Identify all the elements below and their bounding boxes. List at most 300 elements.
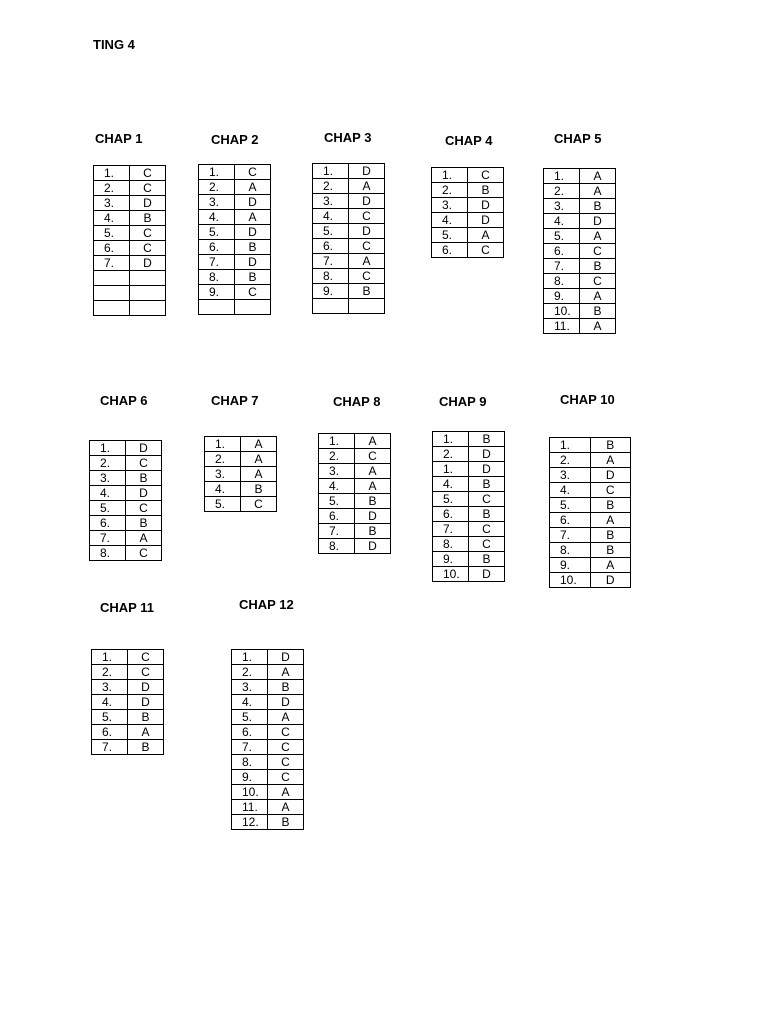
question-number: 5. bbox=[544, 229, 580, 244]
question-number: 8. bbox=[550, 543, 591, 558]
question-number: 3. bbox=[92, 680, 128, 695]
answer-letter: C bbox=[469, 492, 505, 507]
answer-row bbox=[544, 199, 616, 214]
question-number: 4. bbox=[232, 695, 268, 710]
answer-row bbox=[199, 180, 271, 195]
answer-table-chapter-1 bbox=[93, 165, 166, 316]
question-number: 1. bbox=[319, 434, 355, 449]
answer-letter: D bbox=[126, 441, 162, 456]
question-number: 9. bbox=[232, 770, 268, 785]
answer-letter: C bbox=[580, 274, 616, 289]
answer-letter: D bbox=[468, 198, 504, 213]
answer-row bbox=[319, 494, 391, 509]
answer-row bbox=[550, 468, 631, 483]
answer-row bbox=[433, 507, 505, 522]
answer-row bbox=[232, 740, 304, 755]
question-number: 4. bbox=[544, 214, 580, 229]
answer-row bbox=[199, 210, 271, 225]
answer-letter: B bbox=[235, 240, 271, 255]
question-number: 6. bbox=[550, 513, 591, 528]
question-number: 3. bbox=[550, 468, 591, 483]
answer-row bbox=[92, 725, 164, 740]
question-number: 4. bbox=[90, 486, 126, 501]
question-number: 3. bbox=[94, 196, 130, 211]
question-number: 7. bbox=[433, 522, 469, 537]
answer-row bbox=[544, 304, 616, 319]
question-number: 1. bbox=[94, 166, 130, 181]
question-number: 5. bbox=[433, 492, 469, 507]
chapter-8-title: CHAP 8 bbox=[333, 394, 381, 409]
answer-row bbox=[205, 467, 277, 482]
answer-letter: C bbox=[235, 285, 271, 300]
answer-row bbox=[205, 437, 277, 452]
question-number: 3. bbox=[544, 199, 580, 214]
question-number: 4. bbox=[433, 477, 469, 492]
answer-row bbox=[94, 226, 166, 241]
question-number: 11. bbox=[544, 319, 580, 334]
answer-row bbox=[432, 198, 504, 213]
question-number bbox=[94, 301, 130, 316]
answer-row bbox=[319, 539, 391, 554]
answer-row bbox=[550, 543, 631, 558]
answer-row bbox=[90, 501, 162, 516]
question-number: 7. bbox=[319, 524, 355, 539]
answer-letter: D bbox=[130, 256, 166, 271]
question-number: 6. bbox=[544, 244, 580, 259]
question-number: 7. bbox=[90, 531, 126, 546]
answer-row bbox=[94, 181, 166, 196]
answer-letter: A bbox=[349, 254, 385, 269]
question-number: 6. bbox=[199, 240, 235, 255]
answer-row bbox=[232, 785, 304, 800]
question-number: 2. bbox=[432, 183, 468, 198]
answer-row bbox=[232, 755, 304, 770]
answer-letter: A bbox=[268, 785, 304, 800]
answer-row bbox=[313, 179, 385, 194]
answer-row bbox=[544, 184, 616, 199]
answer-letter: C bbox=[130, 241, 166, 256]
answer-letter: D bbox=[128, 680, 164, 695]
answer-table-chapter-9 bbox=[432, 431, 505, 582]
answer-letter: A bbox=[235, 180, 271, 195]
answer-letter: C bbox=[130, 226, 166, 241]
chapter-5-title: CHAP 5 bbox=[554, 131, 602, 146]
answer-row bbox=[90, 456, 162, 471]
answer-row bbox=[544, 229, 616, 244]
answer-row bbox=[92, 710, 164, 725]
answer-row bbox=[94, 271, 166, 286]
answer-row bbox=[319, 464, 391, 479]
question-number: 5. bbox=[432, 228, 468, 243]
answer-row bbox=[432, 213, 504, 228]
question-number: 6. bbox=[92, 725, 128, 740]
answer-row bbox=[232, 695, 304, 710]
question-number: 3. bbox=[432, 198, 468, 213]
answer-row bbox=[92, 680, 164, 695]
question-number bbox=[313, 299, 349, 314]
question-number: 6. bbox=[90, 516, 126, 531]
answer-row bbox=[232, 800, 304, 815]
answer-row bbox=[232, 680, 304, 695]
answer-letter: C bbox=[469, 522, 505, 537]
answer-row bbox=[205, 482, 277, 497]
answer-letter: D bbox=[268, 650, 304, 665]
page-title: TING 4 bbox=[93, 37, 135, 52]
answer-row bbox=[232, 710, 304, 725]
answer-letter: A bbox=[126, 531, 162, 546]
answer-letter: A bbox=[268, 800, 304, 815]
answer-table-chapter-5 bbox=[543, 168, 616, 334]
answer-row bbox=[313, 269, 385, 284]
answer-letter: B bbox=[469, 432, 505, 447]
answer-letter: C bbox=[268, 770, 304, 785]
answer-table-chapter-2 bbox=[198, 164, 271, 315]
answer-table-chapter-4 bbox=[431, 167, 504, 258]
answer-row bbox=[92, 695, 164, 710]
question-number: 2. bbox=[319, 449, 355, 464]
question-number: 7. bbox=[92, 740, 128, 755]
answer-letter: C bbox=[268, 725, 304, 740]
question-number: 6. bbox=[319, 509, 355, 524]
answer-letter: A bbox=[268, 665, 304, 680]
answer-letter: B bbox=[590, 498, 631, 513]
answer-row bbox=[432, 168, 504, 183]
answer-letter: B bbox=[126, 516, 162, 531]
question-number: 8. bbox=[199, 270, 235, 285]
answer-row bbox=[433, 537, 505, 552]
answer-letter: C bbox=[268, 755, 304, 770]
answer-letter bbox=[235, 300, 271, 315]
chapter-7-title: CHAP 7 bbox=[211, 393, 259, 408]
question-number: 8. bbox=[313, 269, 349, 284]
answer-row bbox=[232, 770, 304, 785]
question-number: 7. bbox=[544, 259, 580, 274]
answer-table-chapter-3 bbox=[312, 163, 385, 314]
answer-row bbox=[544, 214, 616, 229]
answer-row bbox=[550, 498, 631, 513]
answer-letter: A bbox=[590, 558, 631, 573]
answer-letter: B bbox=[580, 199, 616, 214]
answer-row bbox=[92, 665, 164, 680]
answer-row bbox=[319, 449, 391, 464]
answer-row bbox=[433, 567, 505, 582]
answer-row bbox=[550, 558, 631, 573]
answer-row bbox=[90, 516, 162, 531]
question-number: 3. bbox=[313, 194, 349, 209]
answer-letter: C bbox=[349, 239, 385, 254]
answer-letter: A bbox=[580, 184, 616, 199]
answer-letter: D bbox=[580, 214, 616, 229]
question-number: 7. bbox=[94, 256, 130, 271]
answer-letter: A bbox=[235, 210, 271, 225]
answer-letter: B bbox=[241, 482, 277, 497]
question-number: 2. bbox=[544, 184, 580, 199]
question-number: 5. bbox=[232, 710, 268, 725]
question-number: 6. bbox=[313, 239, 349, 254]
question-number: 7. bbox=[550, 528, 591, 543]
question-number: 2. bbox=[550, 453, 591, 468]
question-number: 8. bbox=[544, 274, 580, 289]
answer-row bbox=[199, 285, 271, 300]
answer-letter: B bbox=[469, 477, 505, 492]
answer-row bbox=[544, 274, 616, 289]
question-number: 3. bbox=[205, 467, 241, 482]
answer-row bbox=[199, 270, 271, 285]
question-number: 1. bbox=[433, 462, 469, 477]
answer-row bbox=[319, 479, 391, 494]
question-number: 5. bbox=[313, 224, 349, 239]
answer-letter: B bbox=[355, 524, 391, 539]
answer-row bbox=[232, 815, 304, 830]
answer-letter: C bbox=[126, 546, 162, 561]
answer-letter bbox=[130, 301, 166, 316]
question-number: 5. bbox=[205, 497, 241, 512]
question-number: 4. bbox=[550, 483, 591, 498]
answer-letter: B bbox=[590, 528, 631, 543]
answer-row bbox=[544, 259, 616, 274]
answer-letter: C bbox=[130, 181, 166, 196]
answer-row bbox=[544, 169, 616, 184]
question-number: 10. bbox=[544, 304, 580, 319]
question-number: 2. bbox=[433, 447, 469, 462]
answer-letter: D bbox=[126, 486, 162, 501]
answer-row bbox=[90, 531, 162, 546]
answer-row bbox=[550, 483, 631, 498]
question-number: 6. bbox=[232, 725, 268, 740]
answer-row bbox=[550, 438, 631, 453]
question-number: 2. bbox=[94, 181, 130, 196]
answer-row bbox=[319, 524, 391, 539]
answer-letter: B bbox=[128, 740, 164, 755]
question-number: 2. bbox=[199, 180, 235, 195]
question-number: 5. bbox=[94, 226, 130, 241]
question-number: 1. bbox=[232, 650, 268, 665]
answer-letter bbox=[130, 286, 166, 301]
chapter-1-title: CHAP 1 bbox=[95, 131, 143, 146]
answer-letter: D bbox=[469, 567, 505, 582]
answer-row bbox=[432, 228, 504, 243]
answer-letter: A bbox=[268, 710, 304, 725]
answer-letter: D bbox=[235, 255, 271, 270]
answer-letter: C bbox=[235, 165, 271, 180]
question-number: 5. bbox=[550, 498, 591, 513]
question-number: 10. bbox=[433, 567, 469, 582]
answer-row bbox=[232, 725, 304, 740]
question-number: 4. bbox=[94, 211, 130, 226]
answer-row bbox=[550, 528, 631, 543]
question-number: 2. bbox=[313, 179, 349, 194]
answer-letter: C bbox=[469, 537, 505, 552]
question-number: 2. bbox=[232, 665, 268, 680]
answer-letter: C bbox=[590, 483, 631, 498]
question-number: 1. bbox=[92, 650, 128, 665]
question-number: 4. bbox=[313, 209, 349, 224]
question-number: 8. bbox=[433, 537, 469, 552]
answer-letter: D bbox=[469, 462, 505, 477]
answer-letter: A bbox=[580, 289, 616, 304]
answer-letter: C bbox=[468, 243, 504, 258]
question-number: 3. bbox=[199, 195, 235, 210]
answer-row bbox=[232, 650, 304, 665]
chapter-10-title: CHAP 10 bbox=[560, 392, 615, 407]
answer-row bbox=[433, 462, 505, 477]
answer-row bbox=[544, 244, 616, 259]
answer-row bbox=[313, 224, 385, 239]
answer-row bbox=[313, 299, 385, 314]
question-number: 7. bbox=[199, 255, 235, 270]
question-number: 7. bbox=[313, 254, 349, 269]
answer-letter: D bbox=[268, 695, 304, 710]
answer-letter: B bbox=[469, 552, 505, 567]
question-number: 1. bbox=[313, 164, 349, 179]
answer-letter: B bbox=[590, 438, 631, 453]
answer-row bbox=[432, 243, 504, 258]
answer-letter: D bbox=[355, 509, 391, 524]
answer-row bbox=[94, 286, 166, 301]
answer-letter: B bbox=[268, 815, 304, 830]
answer-row bbox=[90, 471, 162, 486]
answer-row bbox=[94, 301, 166, 316]
question-number: 1. bbox=[544, 169, 580, 184]
answer-letter: D bbox=[349, 164, 385, 179]
answer-row bbox=[90, 441, 162, 456]
answer-letter: A bbox=[468, 228, 504, 243]
answer-row bbox=[92, 740, 164, 755]
question-number: 5. bbox=[199, 225, 235, 240]
answer-letter: A bbox=[349, 179, 385, 194]
chapter-4-title: CHAP 4 bbox=[445, 133, 493, 148]
question-number: 9. bbox=[313, 284, 349, 299]
answer-row bbox=[433, 552, 505, 567]
answer-row bbox=[433, 492, 505, 507]
question-number: 4. bbox=[205, 482, 241, 497]
answer-letter: D bbox=[355, 539, 391, 554]
answer-letter: B bbox=[580, 304, 616, 319]
answer-letter: A bbox=[590, 513, 631, 528]
answer-row bbox=[313, 239, 385, 254]
answer-table-chapter-7 bbox=[204, 436, 277, 512]
answer-letter: B bbox=[469, 507, 505, 522]
answer-row bbox=[433, 447, 505, 462]
answer-row bbox=[433, 432, 505, 447]
answer-row bbox=[199, 195, 271, 210]
question-number: 5. bbox=[319, 494, 355, 509]
answer-row bbox=[199, 165, 271, 180]
answer-row bbox=[94, 211, 166, 226]
question-number: 10. bbox=[232, 785, 268, 800]
question-number: 1. bbox=[199, 165, 235, 180]
answer-letter: C bbox=[580, 244, 616, 259]
answer-letter: D bbox=[469, 447, 505, 462]
answer-letter: D bbox=[235, 195, 271, 210]
answer-row bbox=[319, 509, 391, 524]
answer-table-chapter-12 bbox=[231, 649, 304, 830]
answer-letter: A bbox=[580, 319, 616, 334]
question-number: 2. bbox=[205, 452, 241, 467]
answer-letter: C bbox=[130, 166, 166, 181]
chapter-6-title: CHAP 6 bbox=[100, 393, 148, 408]
answer-letter: A bbox=[580, 169, 616, 184]
answer-letter: A bbox=[128, 725, 164, 740]
question-number: 6. bbox=[94, 241, 130, 256]
answer-letter: C bbox=[468, 168, 504, 183]
question-number: 1. bbox=[550, 438, 591, 453]
answer-row bbox=[199, 240, 271, 255]
answer-letter: C bbox=[349, 269, 385, 284]
answer-letter: D bbox=[590, 573, 631, 588]
question-number: 10. bbox=[550, 573, 591, 588]
question-number: 11. bbox=[232, 800, 268, 815]
answer-row bbox=[232, 665, 304, 680]
question-number: 6. bbox=[433, 507, 469, 522]
question-number: 9. bbox=[544, 289, 580, 304]
answer-letter: D bbox=[130, 196, 166, 211]
answer-letter: A bbox=[355, 479, 391, 494]
answer-row bbox=[92, 650, 164, 665]
answer-letter: D bbox=[590, 468, 631, 483]
answer-row bbox=[94, 241, 166, 256]
answer-row bbox=[94, 166, 166, 181]
answer-letter: B bbox=[355, 494, 391, 509]
question-number: 8. bbox=[319, 539, 355, 554]
chapter-12-title: CHAP 12 bbox=[239, 597, 294, 612]
question-number bbox=[199, 300, 235, 315]
answer-row bbox=[313, 254, 385, 269]
question-number: 3. bbox=[90, 471, 126, 486]
question-number: 4. bbox=[432, 213, 468, 228]
answer-row bbox=[433, 477, 505, 492]
answer-letter: B bbox=[128, 710, 164, 725]
answer-letter: C bbox=[355, 449, 391, 464]
answer-table-chapter-11 bbox=[91, 649, 164, 755]
chapter-9-title: CHAP 9 bbox=[439, 394, 487, 409]
answer-row bbox=[90, 546, 162, 561]
answer-letter: B bbox=[268, 680, 304, 695]
answer-letter: C bbox=[126, 501, 162, 516]
question-number: 8. bbox=[90, 546, 126, 561]
answer-letter bbox=[349, 299, 385, 314]
answer-row bbox=[313, 164, 385, 179]
answer-row bbox=[199, 300, 271, 315]
answer-letter: A bbox=[241, 437, 277, 452]
answer-row bbox=[199, 225, 271, 240]
answer-letter: C bbox=[128, 650, 164, 665]
question-number: 3. bbox=[232, 680, 268, 695]
answer-letter: A bbox=[355, 464, 391, 479]
question-number: 9. bbox=[199, 285, 235, 300]
answer-letter: B bbox=[349, 284, 385, 299]
question-number: 3. bbox=[319, 464, 355, 479]
question-number: 1. bbox=[433, 432, 469, 447]
answer-row bbox=[313, 284, 385, 299]
answer-row bbox=[550, 573, 631, 588]
answer-letter: C bbox=[349, 209, 385, 224]
answer-row bbox=[432, 183, 504, 198]
question-number: 7. bbox=[232, 740, 268, 755]
question-number: 12. bbox=[232, 815, 268, 830]
answer-letter: C bbox=[126, 456, 162, 471]
answer-row bbox=[550, 453, 631, 468]
question-number: 4. bbox=[319, 479, 355, 494]
answer-letter: C bbox=[241, 497, 277, 512]
answer-letter: C bbox=[268, 740, 304, 755]
question-number bbox=[94, 271, 130, 286]
answer-letter: C bbox=[128, 665, 164, 680]
question-number: 4. bbox=[199, 210, 235, 225]
answer-row bbox=[313, 209, 385, 224]
question-number: 9. bbox=[550, 558, 591, 573]
chapter-3-title: CHAP 3 bbox=[324, 130, 372, 145]
